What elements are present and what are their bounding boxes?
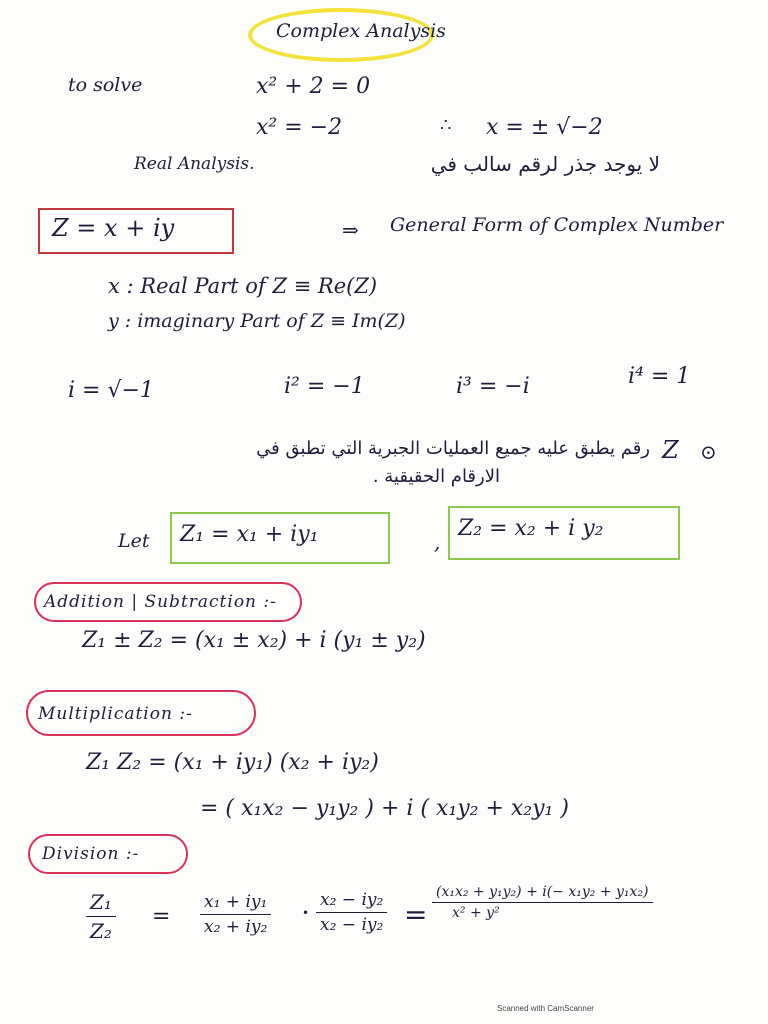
solve-equation-3: x = ± √−2 bbox=[486, 115, 603, 140]
implies-arrow: ⇒ bbox=[342, 218, 359, 242]
multiply-dot: • bbox=[302, 906, 310, 920]
addition-equation: Z₁ ± Z₂ = (x₁ ± x₂) + i (y₁ ± y₂) bbox=[82, 628, 426, 653]
scanner-watermark: Scanned with CamScanner bbox=[497, 1004, 594, 1013]
page-title: Complex Analysis bbox=[276, 20, 446, 42]
division-lhs-numerator: Z₁ bbox=[86, 890, 116, 917]
division-lhs-fraction bbox=[86, 890, 116, 943]
i-definition: i = √−1 bbox=[68, 378, 154, 403]
let-comma: , bbox=[434, 530, 441, 554]
bullet-symbol: ⊙ bbox=[700, 440, 717, 464]
multiplication-equation-2: = ( x₁x₂ − y₁y₂ ) + i ( x₁y₂ + x₂y₁ ) bbox=[200, 796, 569, 821]
i-fourth: i⁴ = 1 bbox=[628, 364, 691, 389]
division-result-denominator: x² + y² bbox=[452, 905, 500, 921]
solve-equation-1: x² + 2 = 0 bbox=[256, 74, 371, 99]
division-fraction-2-numerator: x₂ − iy₂ bbox=[316, 890, 387, 913]
addition-heading: Addition | Subtraction :- bbox=[44, 592, 277, 612]
z1-definition: Z₁ = x₁ + iy₁ bbox=[180, 522, 319, 547]
division-lhs-denominator: Z₂ bbox=[90, 919, 112, 943]
z2-definition: Z₂ = x₂ + i y₂ bbox=[458, 516, 604, 541]
division-fraction-2 bbox=[316, 890, 387, 935]
division-fraction-1 bbox=[200, 892, 271, 937]
let-label: Let bbox=[118, 530, 150, 552]
division-fraction-2-denominator: x₂ − iy₂ bbox=[320, 915, 384, 935]
real-analysis-label: Real Analysis. bbox=[134, 154, 255, 174]
division-equals-2: = bbox=[404, 898, 428, 931]
note-arabic-line-2: الارقام الحقيقية . bbox=[372, 466, 500, 487]
division-fraction-1-denominator: x₂ + iy₂ bbox=[204, 917, 268, 937]
multiplication-equation-1: Z₁ Z₂ = (x₁ + iy₁) (x₂ + iy₂) bbox=[86, 750, 379, 775]
division-heading: Division :- bbox=[42, 844, 140, 864]
note-z-symbol: Z bbox=[662, 436, 679, 464]
note-arabic-line-1: رقم يطبق عليه جميع العمليات الجبرية التي تطبق في bbox=[256, 438, 650, 459]
solve-equation-2: x² = −2 bbox=[256, 115, 343, 140]
i-cubed: i³ = −i bbox=[456, 374, 530, 399]
therefore-symbol: ∴ bbox=[440, 115, 452, 136]
imaginary-part-line: y : imaginary Part of Z ≡ Im(Z) bbox=[108, 310, 406, 332]
division-equals-1: = bbox=[152, 904, 171, 929]
general-form-equation: Z = x + iy bbox=[52, 214, 175, 242]
division-result-numerator: (x₁x₂ + y₁y₂) + i(− x₁y₂ + y₁x₂) bbox=[432, 884, 653, 903]
general-form-label: General Form of Complex Number bbox=[390, 214, 724, 236]
real-part-line: x : Real Part of Z ≡ Re(Z) bbox=[108, 274, 378, 298]
division-fraction-1-numerator: x₁ + iy₁ bbox=[200, 892, 271, 915]
solve-label: to solve bbox=[68, 74, 143, 96]
division-result-fraction bbox=[432, 884, 653, 921]
multiplication-heading: Multiplication :- bbox=[38, 704, 193, 724]
real-analysis-arabic: لا يوجد جذر لرقم سالب في bbox=[430, 152, 660, 176]
i-squared: i² = −1 bbox=[284, 374, 365, 399]
